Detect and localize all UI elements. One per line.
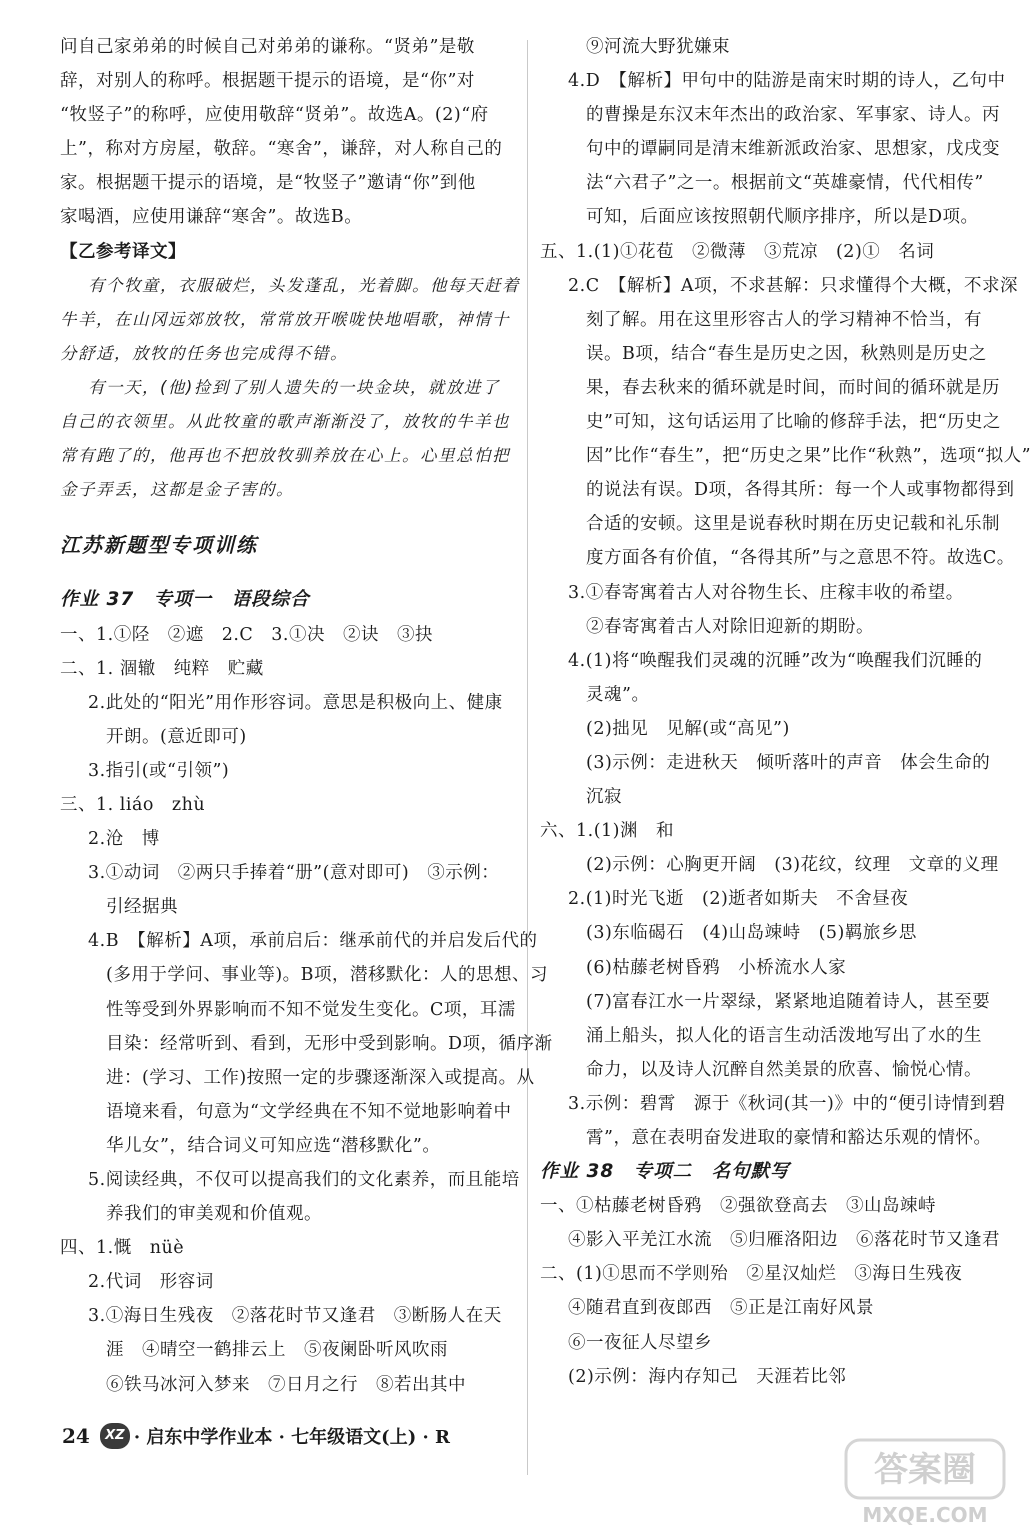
text-line: (7)富春江水一片翠绿，紧紧地追随着诗人，甚至要: [586, 991, 991, 1012]
text-line: 牛羊，在山冈远郊放牧，常常放开喉咙快地唱歌，神情十: [60, 309, 510, 329]
text-line: 一、1.①陉 ②遮 2.C 3.①决 ②诀 ③抉: [60, 624, 433, 645]
text-line: ⑥铁马冰河入梦来 ⑦日月之行 ⑧若出其中: [106, 1374, 466, 1395]
text-line: ⑥一夜征人尽望乡: [568, 1332, 712, 1353]
text-line: 养我们的审美观和价值观。: [106, 1204, 322, 1225]
text-line: 一、①枯藤老树昏鸦 ②强欲登高去 ③山岛竦峙: [540, 1196, 936, 1217]
text-line: 灵魂”。: [586, 684, 650, 705]
text-line: 五、1.(1)①花苞 ②微薄 ③荒凉 (2)① 名词: [540, 241, 935, 262]
text-line: (3)东临碣石 (4)山岛竦峙 (5)羁旅乡思: [586, 923, 917, 944]
text-line: 金子弄丢，这都是金子害的。: [60, 480, 294, 500]
left-column: [60, 30, 553, 1402]
text-line: 2.(1)时光飞逝 (2)逝者如斯夫 不舍昼夜: [568, 889, 909, 910]
text-line: (3)示例：走进秋天 倾听落叶的声音 体会生命的: [586, 752, 991, 773]
text-line: 2.沧 博: [88, 829, 160, 850]
text-line: 果，春去秋来的循环就是时间，而时间的循环就是历: [586, 377, 1000, 398]
page-footer: [62, 1423, 450, 1449]
text-line: 四、1.慨 nüè: [60, 1238, 185, 1259]
text-line: 二、(1)①思而不学则殆 ②星汉灿烂 ③海日生残夜: [540, 1264, 963, 1285]
text-line: 华儿女”，结合词义可知应选“潜移默化”。: [106, 1135, 441, 1156]
text-line: 性等受到外界影响而不知不觉发生变化。C项，耳濡: [106, 999, 516, 1020]
text-line: 2.C 【解析】A项，不求甚解：只求懂得个大概，不求深: [568, 275, 1018, 296]
text-line: ⑨河流大野犹嫌束: [586, 37, 730, 57]
text-line: 开朗。(意近即可): [106, 726, 247, 747]
text-line: 2.此处的“阳光”用作形容词。意思是积极向上、健康: [88, 692, 503, 713]
text-line: 沉寂: [586, 787, 622, 808]
text-line: 刻了解。用在这里形容古人的学习精神不恰当，有: [586, 309, 982, 330]
series-logo: XZ: [100, 1423, 130, 1449]
text-line: (2)示例：海内存知己 天涯若比邻: [568, 1366, 847, 1387]
text-line: 家。根据题干提示的语境，是“牧竖子”邀请“你”到他: [60, 173, 476, 194]
spacer: [60, 507, 515, 528]
spacer: [60, 562, 515, 583]
text-line: 霄”，意在表明奋发进取的豪情和豁达乐观的情怀。: [586, 1128, 992, 1148]
text-line: 的说法有误。D项，各得其所：每一个人或事物都得到: [586, 480, 1015, 501]
text-line: 可知，后面应该按照朝代顺序排序，所以是D项。: [586, 207, 979, 228]
chapter-heading: 江苏新题型专项训练: [60, 533, 258, 558]
text-line: (2)示例：心胸更开阔 (3)花纹，纹理 文章的义理: [586, 855, 999, 876]
text-line: 句中的谭嗣同是清末维新派政治家、思想家，戊戌变: [586, 139, 1000, 160]
text-line: 有个牧童，衣服破烂，头发蓬乱，光着脚。他每天赶着: [88, 275, 520, 295]
book-title: · 启东中学作业本 · 七年级语文(上) · R: [133, 1427, 450, 1448]
right-column: [540, 30, 1031, 1394]
text-line: 3.①动词 ②两只手捧着“册”(意对即可) ③示例：: [88, 863, 500, 884]
text-line: 4.D 【解析】甲句中的陆游是南宋时期的诗人，乙句中: [568, 71, 1006, 92]
text-line: 涌上船头，拟人化的语言生动活泼地写出了水的生: [586, 1025, 982, 1046]
text-line: 家喝酒，应使用谦辞“寒舍”。故选B。: [60, 207, 363, 228]
text-line: 2.代词 形容词: [88, 1272, 214, 1293]
svg-text:答案圈: 答案圈: [874, 1450, 976, 1490]
text-line: 进：(学习、工作)按照一定的步骤逐渐深入或提高。从: [106, 1067, 535, 1088]
text-line: 有一天，(他)捡到了别人遗失的一块金块，就放进了: [88, 377, 500, 397]
text-line: 涯 ④晴空一鹤排云上 ⑤夜阑卧听风吹雨: [106, 1340, 448, 1361]
text-line: 5.阅读经典，不仅可以提高我们的文化素养，而且能培: [88, 1170, 520, 1190]
text-line: 分舒适，放牧的任务也完成得不错。: [60, 343, 348, 363]
text-line: 语境来看，句意为“文学经典在不知不觉地影响着中: [106, 1101, 512, 1122]
text-line: 3.指引(或“引领”): [88, 760, 230, 781]
text-line: 问自己家弟弟的时候自己对弟弟的谦称。“贤弟”是敬: [60, 37, 475, 57]
text-line: “牧竖子”的称呼，应使用敬辞“贤弟”。故选A。(2)“府: [60, 105, 489, 126]
page-number: 24: [62, 1424, 90, 1448]
text-line: ④影入平羌江水流 ⑤归雁洛阳边 ⑥落花时节又逢君: [568, 1230, 1000, 1251]
text-line: 命力，以及诗人沉醉自然美景的欣喜、愉悦心情。: [586, 1059, 982, 1080]
text-line: 上”，称对方房屋，敬辞。“寒舍”，谦辞，对人称自己的: [60, 139, 503, 160]
text-line: 目染：经常听到、看到，无形中受到影响。D项，循序渐: [106, 1033, 553, 1054]
text-line: 4.B 【解析】A项，承前启后：继承前代的并启发后代的: [88, 931, 538, 952]
text-line: 法“六君子”之一。根据前文“英雄豪情，代代相传”: [586, 173, 984, 194]
text-line: 引经据典: [106, 897, 178, 918]
text-line: 因”比作“春生”，把“历史之果”比作“秋熟”，选项“拟人”: [586, 446, 1031, 467]
text-line: (2)拙见 见解(或“高见”): [586, 718, 790, 739]
text-line: 六、1.(1)渊 和: [540, 821, 674, 842]
text-line: 三、1. liáo zhù: [60, 794, 206, 815]
text-line: 辞，对别人的称呼。根据题干提示的语境，是“你”对: [60, 71, 475, 92]
section-heading: 作业 38 专项二 名句默写: [540, 1161, 790, 1183]
text-line: 度方面各有价值，“各得其所”与之意思不符。故选C。: [586, 548, 1015, 569]
text-line: ②春寄寓着古人对除旧迎新的期盼。: [586, 616, 874, 637]
text-line: 3.①春寄寓着古人对谷物生长、庄稼丰收的希望。: [568, 582, 964, 603]
text-line: 的曹操是东汉末年杰出的政治家、军事家、诗人。丙: [586, 105, 1000, 126]
text-line: 二、1. 涸辙 纯粹 贮藏: [60, 658, 264, 679]
text-line: 3.①海日生残夜 ②落花时节又逢君 ③断肠人在天: [88, 1306, 502, 1327]
text-line: 【乙参考译文】: [60, 241, 186, 262]
text-line: ④随君直到夜郎西 ⑤正是江南好风景: [568, 1298, 874, 1319]
text-line: 4.(1)将“唤醒我们灵魂的沉睡”改为“唤醒我们沉睡的: [568, 650, 983, 671]
text-line: 3.示例：碧霄 源于《秋词(其一)》中的“便引诗情到碧: [568, 1093, 1006, 1114]
text-line: 自己的衣领里。从此牧童的歌声渐渐没了，放牧的牛羊也: [60, 412, 510, 432]
watermark-logo: [840, 1436, 1010, 1531]
text-line: 常有跑了的，他再也不把放牧驯养放在心上。心里总怕把: [60, 446, 510, 466]
section-heading: 作业 37 专项一 语段综合: [60, 589, 310, 611]
text-line: 误。B项，结合“春生是历史之因，秋熟则是历史之: [586, 343, 987, 364]
text-line: (多用于学问、事业等)。B项，潜移默化：人的思想、习: [106, 965, 549, 986]
column-divider: [527, 40, 528, 1475]
text-line: (6)枯藤老树昏鸦 小桥流水人家: [586, 957, 847, 978]
text-line: 合适的安顿。这里是说春秋时期在历史记载和礼乐制: [586, 514, 1000, 535]
svg-text:MXQE.COM: MXQE.COM: [862, 1503, 988, 1527]
text-line: 史”可知，这句话运用了比喻的修辞手法，把“历史之: [586, 412, 1001, 433]
